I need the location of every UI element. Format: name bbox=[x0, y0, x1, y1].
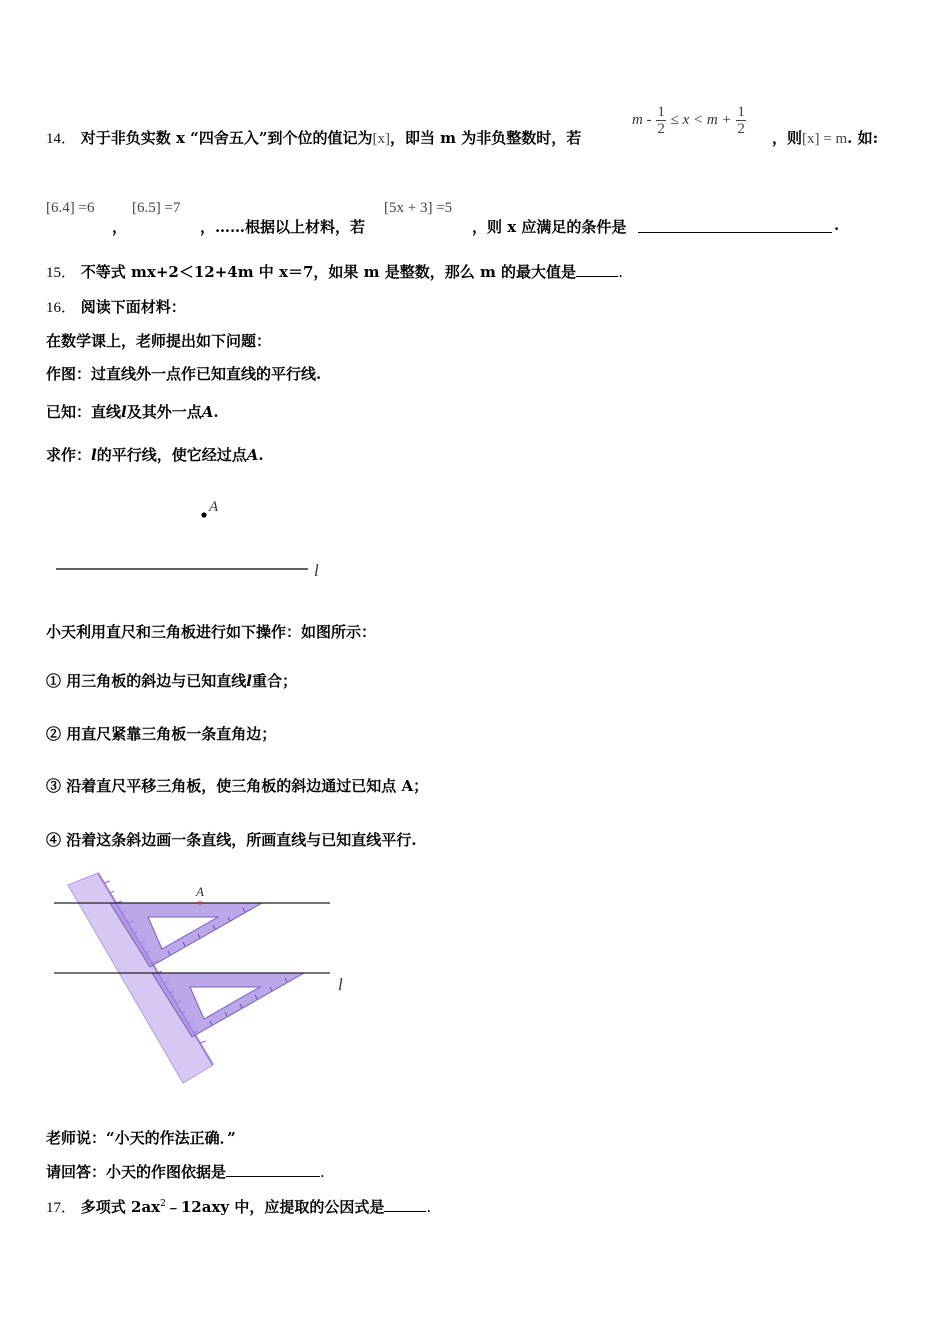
q14-result: [x] = m bbox=[802, 131, 848, 147]
q15-number: 15． bbox=[46, 265, 77, 281]
q16-p4: 求作：l的平行线，使它经过点A. bbox=[46, 446, 264, 464]
fig2-point-A-label: A bbox=[196, 884, 204, 899]
q14-text-c: ，则 bbox=[772, 129, 803, 147]
q16-p3: 已知：直线l及其外一点A. bbox=[46, 403, 219, 421]
q16-p4-A: A bbox=[246, 446, 259, 464]
q16-p1: 在数学课上，老师提出如下问题： bbox=[46, 332, 272, 350]
q16-question: 请回答：小天的作图依据是 . bbox=[46, 1163, 325, 1181]
q14-text-a: 对于非负实数 x “四舍五入”到个位的值记为 bbox=[80, 129, 373, 147]
q14-ineq-mid: ≤ x < m + bbox=[670, 112, 732, 128]
q16-intro-text: 阅读下面材料： bbox=[80, 298, 186, 316]
point-A-red bbox=[198, 901, 202, 905]
q14-inequality bbox=[632, 104, 746, 137]
figure-point-and-line bbox=[40, 490, 340, 590]
point-A-label: A bbox=[209, 499, 219, 515]
q17 bbox=[46, 1196, 431, 1217]
q14-answer-blank[interactable] bbox=[638, 231, 832, 233]
q14-example-2: [6.5] =7 bbox=[132, 200, 181, 216]
q16-p2: 作图：过直线外一点作已知直线的平行线. bbox=[46, 365, 322, 383]
q17-number: 17． bbox=[46, 1200, 77, 1216]
q14-example-1: [6.4] =6 bbox=[46, 200, 95, 216]
figure-ruler-triangles bbox=[40, 865, 360, 1090]
q16-answer-blank[interactable] bbox=[226, 1175, 320, 1177]
q16-number: 16． bbox=[46, 300, 77, 316]
q15-text: 不等式 mx+2＜12+4m 中 x＝7，如果 m 是整数，那么 m 的最大值是 bbox=[80, 263, 577, 281]
q14-text-b: ，即当 m 为非负整数时，若 bbox=[389, 129, 582, 147]
q14-line-1-end bbox=[772, 127, 878, 148]
q17-answer-blank[interactable] bbox=[384, 1210, 426, 1212]
q14-text-e: ，……根据以上材料，若 bbox=[200, 218, 366, 236]
q16-teacher: 老师说：“小天的作法正确．” bbox=[46, 1129, 236, 1147]
line-l-label: l bbox=[314, 561, 319, 580]
q16-p3-l: l bbox=[121, 403, 127, 421]
q14-sep-1: ， bbox=[112, 218, 128, 236]
q14-condition: [5x + 3] =5 bbox=[384, 200, 453, 216]
q17-text-b: ﹣12axy 中，应提取的公因式是 bbox=[165, 1198, 385, 1216]
q16-p5: 小天利用直尺和三角板进行如下操作：如图所示： bbox=[46, 623, 377, 641]
q14-line-2 bbox=[46, 200, 896, 240]
q16-p4-l: l bbox=[91, 446, 97, 464]
q16-intro bbox=[46, 296, 186, 317]
q14-ineq-left: m - bbox=[632, 112, 652, 128]
q14-bracket-x: [x] bbox=[372, 131, 390, 147]
q16-step-4: ④ 沿着这条斜边画一条直线，所画直线与已知直线平行. bbox=[46, 831, 417, 849]
q16-step-3: ③ 沿着直尺平移三角板，使三角板的斜边通过已知点 A； bbox=[46, 777, 429, 795]
q14-end: . bbox=[834, 216, 840, 234]
q15-end: . bbox=[618, 263, 623, 281]
point-A bbox=[201, 512, 206, 517]
q17-text-a: 多项式 2ax bbox=[80, 1198, 161, 1216]
q14-fraction-2: $\frac{1}{2}$ bbox=[737, 104, 745, 137]
q14-text-d: . 如: bbox=[847, 129, 879, 147]
q15-answer-blank[interactable] bbox=[576, 275, 618, 277]
q16-p3-A: A bbox=[201, 403, 214, 421]
q15 bbox=[46, 261, 623, 282]
q14-fraction-1: $\frac{1}{2}$ bbox=[657, 104, 665, 137]
q14-text-f: ，则 x 应满足的条件是 bbox=[472, 218, 627, 236]
q16-step-1: ① 用三角板的斜边与已知直线l重合； bbox=[46, 672, 297, 690]
q14-number: 14． bbox=[46, 131, 77, 147]
q16-step1-l: l bbox=[246, 672, 252, 690]
q16-step-2: ② 用直尺紧靠三角板一条直角边； bbox=[46, 725, 277, 743]
q14-line-1 bbox=[46, 127, 581, 148]
q17-sup: 2 bbox=[160, 1199, 166, 1209]
fig2-line-l-label: l bbox=[338, 975, 343, 994]
q17-end: . bbox=[426, 1198, 432, 1216]
